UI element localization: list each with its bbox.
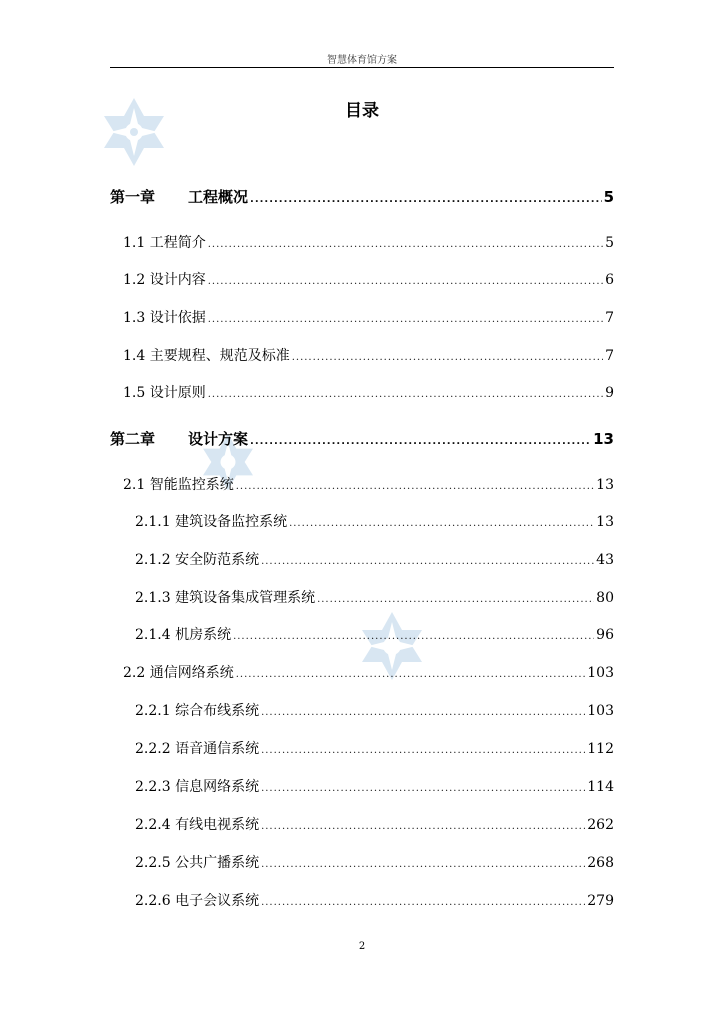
toc-entry-number: 2.2.4 — [135, 817, 176, 833]
toc-entry-page: 43 — [596, 552, 614, 568]
toc-entry-page: 96 — [596, 627, 614, 643]
toc-entry-number: 2.1.2 — [135, 552, 176, 568]
toc-entry-label: 公共广播系统 — [175, 855, 260, 871]
dot-leader — [261, 856, 585, 874]
toc-entry[interactable] — [135, 513, 614, 533]
toc-entry-number: 1.4 — [123, 348, 150, 364]
dot-leader — [208, 311, 603, 329]
dot-leader — [261, 704, 585, 722]
toc-entry-page: 13 — [593, 430, 614, 448]
dot-leader — [233, 628, 594, 646]
toc-entry-label: 主要规程、规范及标准 — [149, 348, 290, 364]
toc-entry[interactable] — [135, 702, 614, 722]
toc-entry-number: 2.2.5 — [135, 855, 176, 871]
toc-entry-page: 279 — [587, 893, 614, 909]
dot-leader — [236, 478, 594, 496]
toc-entry-label: 有线电视系统 — [175, 817, 260, 833]
toc-title: 目录 — [345, 101, 379, 121]
toc-entry-page: 5 — [605, 235, 614, 251]
toc-entry-page: 112 — [587, 741, 614, 757]
toc-entry-page: 262 — [587, 817, 614, 833]
dot-leader — [236, 666, 586, 684]
toc-entry-number: 2.1 — [123, 477, 150, 493]
toc-entry-page: 103 — [587, 665, 614, 681]
toc-entry-number: 2.1.4 — [135, 627, 176, 643]
toc-entry-number: 第二章 — [110, 430, 156, 448]
dot-leader — [261, 553, 594, 571]
toc-entry[interactable] — [135, 589, 614, 609]
toc-entry-label: 安全防范系统 — [175, 552, 260, 568]
toc-entry-number: 1.2 — [123, 272, 150, 288]
toc-entry[interactable] — [135, 892, 614, 912]
dot-leader — [250, 433, 591, 451]
toc-entry[interactable] — [135, 854, 614, 874]
toc-entry-page: 5 — [603, 188, 614, 206]
toc-entry[interactable] — [123, 234, 614, 254]
toc-entry-label: 设计依据 — [149, 310, 206, 326]
toc-entry-number: 1.1 — [123, 235, 150, 251]
toc-entry-page: 7 — [605, 348, 614, 364]
toc-entry-number: 2.2.3 — [135, 779, 176, 795]
toc-entry-number: 2.2 — [123, 665, 150, 681]
toc-entry[interactable] — [123, 476, 614, 496]
toc-entry-label: 机房系统 — [175, 627, 232, 643]
dot-leader — [261, 742, 585, 760]
toc-entry-label: 建筑设备集成管理系统 — [175, 590, 316, 606]
toc-entry-label: 工程简介 — [149, 235, 206, 251]
toc-entry-number: 2.2.2 — [135, 741, 176, 757]
toc-entry-number: 2.2.6 — [135, 893, 176, 909]
toc-entry[interactable] — [110, 188, 614, 209]
toc-entry-page: 268 — [587, 855, 614, 871]
toc-entry-label: 工程概况 — [188, 188, 249, 206]
toc-entry-label: 设计内容 — [149, 272, 206, 288]
dot-leader — [289, 515, 594, 533]
toc-entry[interactable] — [123, 271, 614, 291]
toc-entry[interactable] — [123, 309, 614, 329]
toc-entry[interactable] — [123, 664, 614, 684]
dot-leader — [317, 591, 594, 609]
toc-entry-page: 80 — [596, 590, 614, 606]
toc-entry-page: 114 — [587, 779, 614, 795]
toc-entry-number: 1.5 — [123, 385, 150, 401]
toc-entry[interactable] — [135, 551, 614, 571]
header-rule — [110, 67, 614, 68]
toc-entry[interactable] — [135, 816, 614, 836]
toc-entry[interactable] — [123, 384, 614, 404]
toc-entry-number: 2.1.3 — [135, 590, 176, 606]
toc-entry-number: 1.3 — [123, 310, 150, 326]
toc-entry[interactable] — [135, 626, 614, 646]
dot-leader — [261, 780, 585, 798]
toc-entry-label: 语音通信系统 — [175, 741, 260, 757]
toc-entry-label: 建筑设备监控系统 — [175, 514, 288, 530]
dot-leader — [250, 191, 602, 209]
toc-entry-number: 第一章 — [110, 188, 156, 206]
running-header: 智慧体育馆方案 — [327, 55, 397, 66]
toc-entry-label: 智能监控系统 — [149, 477, 234, 493]
dot-leader — [208, 236, 603, 254]
dot-leader — [208, 273, 603, 291]
toc-entry-page: 7 — [605, 310, 614, 326]
toc-entry-number: 2.1.1 — [135, 514, 176, 530]
toc-entry-page: 103 — [587, 703, 614, 719]
toc-entry[interactable] — [135, 778, 614, 798]
toc-entry-label: 综合布线系统 — [175, 703, 260, 719]
toc-entry-page: 13 — [596, 477, 614, 493]
toc-entry-number: 2.2.1 — [135, 703, 176, 719]
toc-entry-label: 通信网络系统 — [149, 665, 234, 681]
toc-entry[interactable] — [135, 740, 614, 760]
dot-leader — [292, 349, 603, 367]
toc-entry-page: 13 — [596, 514, 614, 530]
toc-entry-label: 设计方案 — [188, 430, 249, 448]
toc-entry-label: 电子会议系统 — [175, 893, 260, 909]
toc-entry-label: 设计原则 — [149, 385, 206, 401]
dot-leader — [208, 386, 603, 404]
toc-entry-label: 信息网络系统 — [175, 779, 260, 795]
toc-entry-page: 6 — [605, 272, 614, 288]
dot-leader — [261, 894, 585, 912]
toc-entry[interactable] — [123, 347, 614, 367]
toc-entry-page: 9 — [605, 385, 614, 401]
page-number: 2 — [358, 941, 366, 952]
toc-entry[interactable] — [110, 430, 614, 451]
dot-leader — [261, 818, 585, 836]
